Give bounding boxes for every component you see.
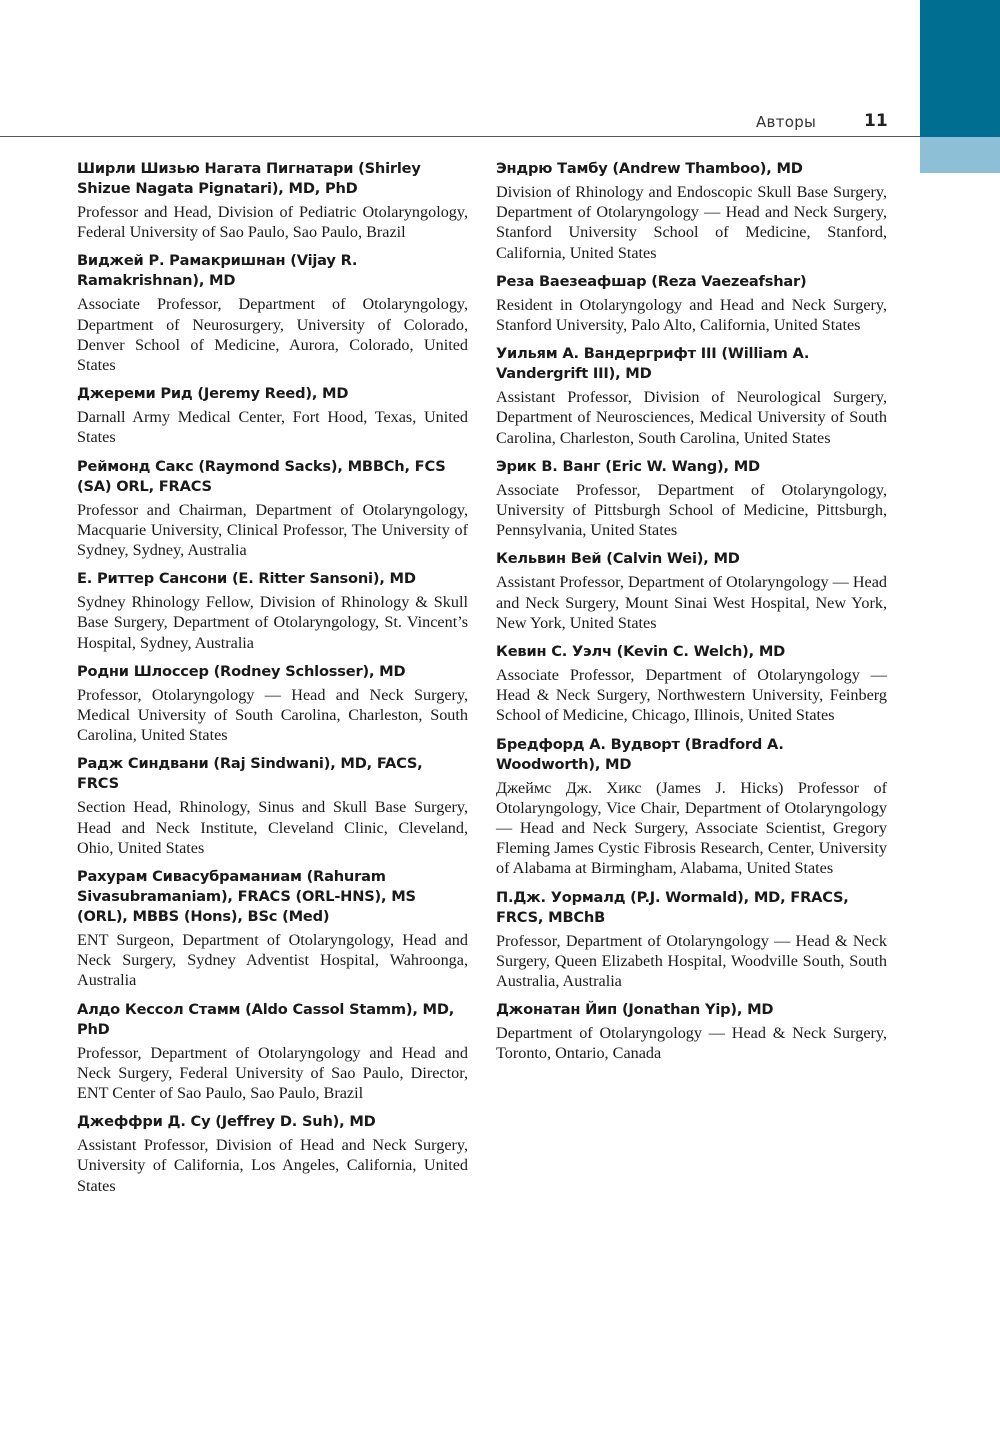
header-rule [0, 136, 920, 137]
author-name: Бредфорд А. Вудворт (Bradford A. Woodworth), MD [496, 735, 784, 773]
page-number: 11 [864, 111, 888, 131]
author-name: Радж Синдвани (Raj Sindwani), MD, FACS, FRCS [77, 755, 423, 793]
author-name: Алдо Кессол Стамм (Aldo Cassol Stamm), MD, PhD [77, 1000, 455, 1038]
author-entry [496, 888, 887, 992]
chapter-tab-light [920, 137, 1000, 173]
author-entry [77, 159, 468, 242]
author-name: Джонатан Йип (Jonathan Yip), MD [496, 1001, 774, 1019]
author-name: Е. Риттер Сансони (E. Ritter Sansoni), MD [77, 570, 416, 588]
author-affiliation: Associate Professor, Department of Otolaryngology, University of Pittsburgh School of Medicine, Pittsburgh, Pennsylvania, United States [496, 480, 887, 540]
author-name: П.Дж. Уормалд (P.J. Wormald), MD, FRACS, FRCS, MBChB [496, 888, 849, 926]
author-name: Реймонд Сакс (Raymond Sacks), MBBCh, FCS (SA) ORL, FRACS [77, 457, 446, 495]
author-entry [77, 867, 468, 991]
author-name: Ширли Шизью Нагата Пигнатари (Shirley Shizue Nagata Pignatari), MD, PhD [77, 160, 421, 197]
author-affiliation: Professor, Otolaryngology — Head and Neck Surgery, Medical University of South Carolina, Charleston, South Carolina, United States [77, 685, 468, 745]
author-entry [496, 549, 887, 633]
author-entry [496, 344, 887, 448]
author-entry [77, 1000, 468, 1104]
author-name: Эндрю Тамбу (Andrew Thamboo), MD [496, 160, 803, 177]
author-entry [496, 159, 887, 263]
author-affiliation: Джеймс Дж. Хикс (James J. Hicks) Professor of Otolaryngology, Vice Chair, Department of Otolaryngology — Head and Neck Surgery, Associate Scientist, Gregory Fleming James Cystic Fibrosis Research, Center, University of Alabama at Birmingham, Alabama, United States [496, 778, 887, 878]
author-entry [77, 384, 468, 447]
author-name: Джереми Рид (Jeremy Reed), MD [77, 385, 349, 403]
author-affiliation: Section Head, Rhinology, Sinus and Skull Base Surgery, Head and Neck Institute, Cleveland Clinic, Cleveland, Ohio, United States [77, 798, 468, 857]
author-affiliation: Resident in Otolaryngology and Head and Neck Surgery, Stanford University, Palo Alto, California, United States [496, 295, 887, 335]
author-entry [77, 457, 468, 561]
author-entry [77, 251, 468, 375]
right-column [496, 159, 887, 1073]
author-name: Уильям А. Вандергрифт III (William A. Vandergrift III), MD [496, 345, 810, 383]
author-affiliation: ENT Surgeon, Department of Otolaryngology, Head and Neck Surgery, Sydney Adventist Hospital, Wahroonga, Australia [77, 931, 468, 990]
author-affiliation: Department of Otolaryngology — Head & Neck Surgery, Toronto, Ontario, Canada [496, 1024, 887, 1063]
left-column [77, 159, 468, 1205]
author-name: Кевин С. Уэлч (Kevin C. Welch), MD [496, 643, 786, 661]
author-affiliation: Sydney Rhinology Fellow, Division of Rhinology & Skull Base Surgery, Department of Otolaryngology, St. Vincent’s Hospital, Sydney, Australia [77, 593, 468, 652]
author-entry [496, 642, 887, 726]
author-name: Эрик В. Ванг (Eric W. Wang), MD [496, 457, 760, 475]
author-affiliation: Division of Rhinology and Endoscopic Skull Base Surgery, Department of Otolaryngology — Head and Neck Surgery, Stanford University School of Medicine, Stanford, California, United States [496, 183, 887, 262]
author-affiliation: Assistant Professor, Department of Otolaryngology — Head and Neck Surgery, Mount Sinai West Hospital, New York, New York, United States [496, 573, 887, 632]
author-entry [77, 1112, 468, 1196]
author-name: Кельвин Вей (Calvin Wei), MD [496, 550, 740, 568]
author-affiliation: Darnall Army Medical Center, Fort Hood, Texas, United States [77, 408, 468, 447]
author-affiliation: Professor, Department of Otolaryngology — Head & Neck Surgery, Queen Elizabeth Hospital, Woodville South, South Australia, Australia [496, 931, 887, 991]
author-entry [77, 569, 468, 653]
author-entry [77, 754, 468, 858]
chapter-tab-dark [920, 0, 1000, 137]
author-name: Джеффри Д. Су (Jeffrey D. Suh), MD [77, 1113, 376, 1131]
author-affiliation: Professor and Chairman, Department of Otolaryngology, Macquarie University, Clinical Professor, The University of Sydney, Sydney, Australia [77, 500, 468, 560]
author-affiliation: Associate Professor, Department of Otolaryngology — Head & Neck Surgery, Northwestern University, Feinberg School of Medicine, Chicago, Illinois, United States [496, 666, 887, 725]
author-name: Родни Шлоссер (Rodney Schlosser), MD [77, 662, 406, 680]
author-affiliation: Associate Professor, Department of Otolaryngology, Department of Neurosurgery, University of Colorado, Denver School of Medicine, Aurora, Colorado, United States [77, 295, 468, 375]
author-name: Реза Ваезеафшар (Reza Vaezeafshar) [496, 272, 807, 290]
author-entry [496, 272, 887, 335]
author-name: Рахурам Сивасубраманиам (Rahuram Sivasubramaniam), FRACS (ORL-HNS), MS (ORL), MBBS (Hons), BSc (Med) [77, 868, 416, 926]
author-entry [77, 662, 468, 746]
author-affiliation: Assistant Professor, Division of Neurological Surgery, Department of Neurosciences, Medical University of South Carolina, Charleston, South Carolina, United States [496, 388, 887, 447]
author-affiliation: Professor, Department of Otolaryngology and Head and Neck Surgery, Federal University of Sao Paulo, Director, ENT Center of Sao Paulo, Sao Paulo, Brazil [77, 1043, 468, 1103]
author-affiliation: Assistant Professor, Division of Head and Neck Surgery, University of California, Los Angeles, California, United States [77, 1136, 468, 1195]
running-head: Авторы [756, 113, 817, 131]
author-name: Виджей Р. Рамакришнан (Vijay R. Ramakrishnan), MD [77, 252, 358, 290]
author-affiliation: Professor and Head, Division of Pediatric Otolaryngology, Federal University of Sao Paulo, Sao Paulo, Brazil [77, 203, 468, 242]
author-entry [496, 457, 887, 541]
author-entry [496, 1000, 887, 1063]
author-entry [496, 735, 887, 879]
